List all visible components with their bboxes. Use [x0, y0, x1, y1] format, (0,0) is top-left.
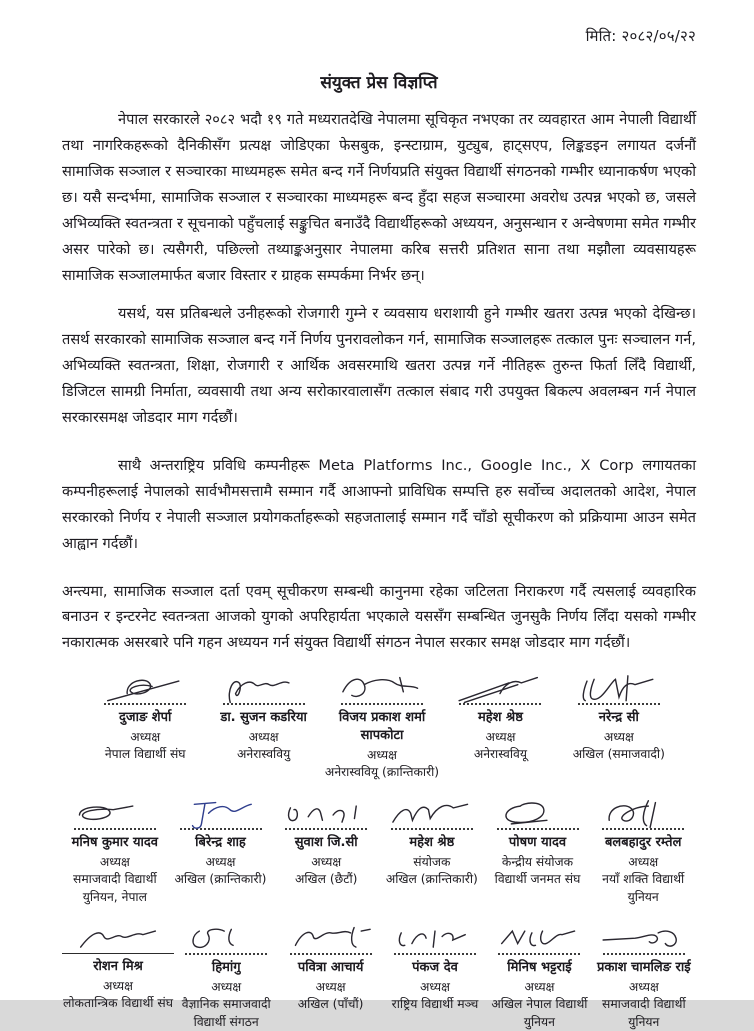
signature-row — [62, 797, 696, 906]
signer-name: पवित्रा आचार्य — [297, 960, 364, 976]
signature-block — [590, 797, 696, 906]
signer-role: अध्यक्ष — [211, 979, 242, 994]
signature-scribble — [560, 672, 678, 706]
signature-scribble — [174, 922, 278, 956]
signature-block — [278, 922, 382, 1013]
signature-scribble — [62, 797, 168, 831]
signature-scribble — [485, 797, 591, 831]
signature-block — [441, 672, 559, 763]
signer-role: अध्यक्ष — [420, 979, 450, 994]
signer-name: विजय प्रकाश शर्मा सापकोटा — [338, 710, 426, 743]
signer-name: बलबहादुर रम्तेल — [604, 835, 682, 851]
document-body — [62, 107, 696, 656]
signature-scribble — [168, 797, 274, 831]
signer-organization: लोकतान्त्रिक विद्यार्थी संघ — [63, 996, 173, 1011]
signer-role: केन्द्रीय संयोजक — [501, 854, 574, 869]
signature-scribble — [592, 922, 696, 956]
signature-row — [62, 672, 696, 781]
signer-name: रोशन मिश्र — [93, 959, 143, 975]
signer-name: पोषण यादव — [508, 835, 567, 851]
signer-role: अध्यक्ष — [628, 854, 659, 869]
signer-role: अध्यक्ष — [311, 854, 342, 869]
press-release-title: संयुक्त प्रेस विज्ञप्ति — [320, 73, 438, 93]
signer-name: प्रकाश चामलिङ राई — [597, 960, 691, 976]
signer-organization: अनेरास्ववियू — [473, 747, 528, 762]
signature-section — [62, 672, 696, 1031]
signer-name: मिनिष भट्टराई — [507, 960, 572, 976]
signer-organization: समाजवादी विद्यार्थी युनियन, नेपाल — [73, 872, 157, 904]
signer-organization: अनेरास्ववियु — [237, 747, 291, 762]
signature-block — [273, 797, 379, 888]
signer-organization: विद्यार्थी जनमत संघ — [494, 872, 581, 887]
signer-name: दुजाङ शेर्पा — [119, 710, 172, 726]
body-paragraph-4: अन्त्यमा, सामाजिक सञ्जाल दर्ता एवम् सूचीकरण सम्बन्धी कानुनमा रहेका जटिलता निराकरण गर्दै त्यसलाई व्यवहारिक बनाउन र इन्टरनेट स्वतन्त्रता आजको युगको अपरिहार्यता भएकाले यससँग सम्बन्धित जुनसुकै निर्णय लिँदा यसको गम्भीर नकारात्मक असरबारे पनि गहन अध्ययन गर्न संयुक्त विद्यार्थी संगठन नेपाल सरकार समक्ष जोडदार माग गर्दछौं। — [62, 582, 696, 652]
signer-role: अध्यक्ष — [485, 729, 516, 744]
signer-name: मनिष कुमार यादव — [71, 835, 159, 851]
signature-scribble — [273, 797, 379, 831]
signature-scribble — [441, 672, 559, 706]
signature-row — [62, 922, 696, 1031]
signer-name: बिरेन्द्र शाह — [195, 835, 246, 851]
signature-scribble — [487, 922, 591, 956]
signer-name: नरेन्द्र सी — [598, 710, 639, 726]
signer-name: सुवाश जि.सी — [294, 835, 358, 851]
signer-name: पंकज देव — [412, 960, 458, 976]
signer-name: हिमांगु — [211, 960, 241, 976]
signer-organization: अखिल (समाजवादी) — [572, 747, 665, 762]
signature-block — [62, 922, 174, 1012]
signer-role: अध्यक्ष — [99, 854, 130, 869]
signer-role: अध्यक्ष — [367, 747, 397, 762]
signature-scribble — [383, 922, 487, 956]
signer-organization: अखिल (पाँचौं) — [297, 997, 364, 1012]
signer-name: महेश श्रेष्ठ — [477, 710, 523, 726]
signature-scribble — [379, 797, 485, 831]
signature-block — [62, 797, 168, 906]
signature-block — [323, 672, 441, 781]
signer-role: संयोजक — [413, 854, 451, 869]
signature-block — [592, 922, 696, 1031]
signature-block — [383, 922, 487, 1013]
signature-scribble — [204, 672, 322, 706]
signer-role: अध्यक्ष — [248, 729, 279, 744]
signature-scribble — [62, 922, 174, 956]
signature-scribble — [323, 672, 441, 706]
signer-organization: अखिल नेपाल विद्यार्थी युनियन — [491, 997, 588, 1029]
signature-block — [487, 922, 591, 1031]
signer-organization: नयाँ शक्ति विद्यार्थी युनियन — [602, 872, 685, 904]
signer-organization: अखिल (क्रान्तिकारी) — [174, 872, 267, 887]
body-paragraph-1: नेपाल सरकारले २०८२ भदौ १९ गते मध्यरातदेखि नेपालमा सूचिकृत नभएका तर व्यवहारत आम नेपाली विद्यार्थी तथा नागरिकहरूको दैनिकीसँग प्रत्यक्ष जोडिएका फेसबुक, इन्स्टाग्राम, युट्युब, हाट्सएप, लिङ्कडइन लगायत दर्जनौं सामाजिक सञ्जाल र सञ्चारका माध्यमहरू समेत बन्द गर्ने निर्णयप्रति संयुक्त विद्यार्थी संगठनको गम्भीर ध्यानाकर्षण भएको छ। यसै सन्दर्भमा, सामाजिक सञ्जाल र सञ्चारका माध्यमहरू बन्द हुँदा सहज सञ्चारमा अवरोध उत्पन्न भएको छ, जसले अभिव्यक्ति स्वतन्त्रता र सूचनाको पहुँचलाई सङ्कुचित बनाउँदै विद्यार्थीहरूको अध्ययन, अनुसन्धान र अन्वेषणमा समेत गम्भीर असर पारेको छ। त्यसैगरी, पछिल्लो तथ्याङ्कअनुसार नेपालमा करिब सत्तरी प्रतिशत साना तथा मझौला व्यवसायहरू सामाजिक सञ्जालमार्फत बजार विस्तार र ग्राहक सम्पर्कमा निर्भर छन्। — [62, 111, 696, 284]
signer-name: डा. सुजन कडरिया — [220, 710, 307, 726]
signer-role: अध्यक्ष — [315, 979, 346, 994]
signature-block — [174, 922, 278, 1031]
signer-role: अध्यक्ष — [103, 978, 133, 993]
signature-scribble — [590, 797, 696, 831]
signer-role: अध्यक्ष — [603, 729, 634, 744]
signer-organization: अखिल (क्रान्तिकारी) — [385, 872, 478, 887]
signature-scribble — [278, 922, 382, 956]
signature-block — [204, 672, 322, 763]
signature-scribble — [86, 672, 204, 706]
signer-organization: वैज्ञानिक समाजवादी विद्यार्थी संगठन — [181, 997, 271, 1029]
signer-role: अध्यक्ष — [524, 979, 555, 994]
body-paragraph-2: यसर्थ, यस प्रतिबन्धले उनीहरूको रोजगारी गुम्ने र व्यवसाय धराशायी हुने गम्भीर खतरा उत्पन्न भएको देखिन्छ। तसर्थ सरकारको सामाजिक सञ्जाल बन्द गर्ने निर्णय पुनरावलोकन गर्न, सामाजिक सञ्जालहरू तत्काल पुनः सञ्चालन गर्न, अभिव्यक्ति स्वतन्त्रता, शिक्षा, रोजगारी र आर्थिक अवसरमाथि खतरा उत्पन्न गर्ने नीतिहरू तुरुन्त फिर्ता लिँदै विद्यार्थी, डिजिटल सामग्री निर्माता, व्यवसायी तथा अन्य सरोकारवालासँग तत्काल संबाद गरी उपयुक्त बिकल्प अवलम्बन गर्न नेपाल सरकारसमक्ष जोडदार माग गर्दछौं। — [62, 304, 696, 426]
signer-name: महेश श्रेष्ठ — [409, 835, 455, 851]
signature-block — [560, 672, 678, 763]
signer-organization: अखिल (छैटौं) — [294, 872, 358, 887]
signer-organization: समाजवादी विद्यार्थी युनियन — [602, 997, 686, 1029]
signer-role: अध्यक्ष — [205, 854, 236, 869]
body-paragraph-3: साथै अन्तराष्ट्रिय प्रविधि कम्पनीहरू Meta Platforms Inc., Google Inc., X Corp लगायतका कम्पनीहरूलाई नेपालको सार्वभौमसत्तामै सम्मान गर्दै आआफ्नो प्राविधिक सम्पत्ति हरु सर्वोच्च अदालतको आदेश, नेपाल सरकारको निर्णय र नेपाली सञ्जाल प्रयोगकर्ताहरूको सहजतालाई सम्मान गर्दै चाँडो सूचीकरण को प्रक्रियामा आउन समेत आह्वान गर्दछौं। — [62, 456, 696, 552]
signature-block — [86, 672, 204, 763]
signature-block — [485, 797, 591, 888]
signer-organization: राष्ट्रिय विद्यार्थी मञ्च — [391, 997, 479, 1012]
signer-organization: नेपाल विद्यार्थी संघ — [104, 747, 186, 762]
signer-role: अध्यक्ष — [628, 979, 659, 994]
signer-role: अध्यक्ष — [130, 729, 161, 744]
signature-block — [168, 797, 274, 888]
signature-block — [379, 797, 485, 888]
date-label: मिति: २०८२/०५/२२ — [585, 27, 696, 45]
signer-organization: अनेरास्ववियू (क्रान्तिकारी) — [324, 764, 440, 779]
